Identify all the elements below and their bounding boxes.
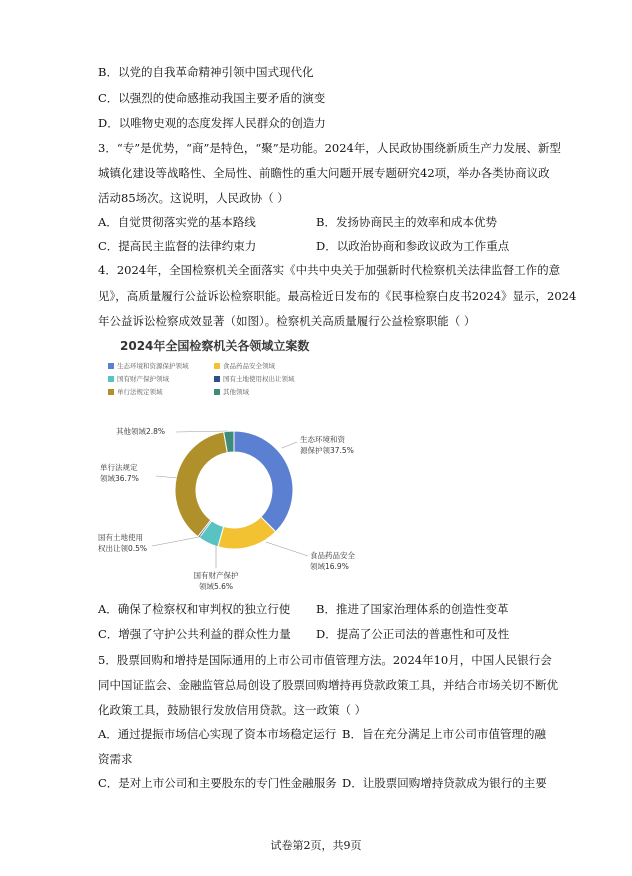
legend-label-3: 国有土地使用权出让领域 [223,375,295,383]
leader-line-1 [266,542,308,556]
legend-swatch-2 [108,376,114,382]
legend-swatch-3 [214,376,220,382]
q3-option-c: C．提高民主监督的法律约束力 [98,239,257,253]
q2-option-c: C．以强烈的使命感推动我国主要矛盾的演变 [98,91,326,105]
q4-stem-line1: 4．2024年，全国检察机关全面落实《中共中央关于加强新时代检察机关法律监督工作的意 [98,263,561,277]
q2-option-d: D．以唯物史观的态度发挥人民群众的创造力 [98,116,326,130]
q3-stem-line2: 城镇化建设等战略性、全局性、前瞻性的重大问题开展专题研究42项，举办各类协商议政 [98,166,550,180]
data-label-3-1: 权出让领0.5% [98,544,148,553]
data-label-4-0: 单行法规定 [100,463,138,472]
q5-option-b-cont: 资需求 [98,752,133,766]
q5-stem-line1: 5．股票回购和增持是国际通用的上市公司市值管理方法。2024年10月，中国人民银行会 [98,653,552,667]
page-footer: 试卷第2页，共9页 [270,839,362,852]
legend-swatch-1 [214,363,220,369]
q5-option-c: C．是对上市公司和主要股东的专门性金融服务 [98,776,337,790]
slice-4 [175,432,227,537]
q3-stem-line1: 3．“专”是优势，“商”是特色，“聚”是功能。2024年，人民政协围绕新质生产力发展、新型 [98,141,561,155]
q2-option-b: B．以党的自我革命精神引领中国式现代化 [98,65,314,79]
data-label-5-0: 其他领域2.8% [116,427,166,436]
q4-option-a: A．确保了检察权和审判权的独立行使 [98,602,291,616]
q4-option-c: C．增强了守护公共利益的群众性力量 [98,627,291,641]
q5-stem-line3: 化政策工具，鼓励银行发放信用贷款。这一政策（ ） [98,703,367,717]
legend-label-5: 其他领域 [223,388,249,396]
leader-line-4 [156,476,178,478]
chart-legend [108,361,295,396]
legend-label-0: 生态环境和资源保护领域 [117,362,189,370]
data-label-2-1: 领域5.6% [198,582,234,591]
q3-stem-line3: 活动85场次。这说明，人民政协（ ） [98,191,289,205]
chart-title: 2024年全国检察机关各领域立案数 [120,339,310,353]
legend-swatch-5 [214,389,220,395]
data-label-3-0: 国有土地使用 [98,533,143,542]
legend-label-2: 国有财产保护领域 [117,375,169,383]
q4-option-d: D．提高了公正司法的普惠性和可及性 [316,627,510,641]
q5-stem-line2: 同中国证监会、金融监管总局创设了股票回购增持再贷款政策工具，并结合市场关切不断优 [98,678,558,692]
legend-swatch-0 [108,363,114,369]
data-label-0-1: 源保护领37.5% [300,446,354,455]
q4-stem-line2: 见》，高质量履行公益诉讼检察职能。最高检近日发布的《民事检察白皮书2024》显示，2024 [98,289,577,303]
slice-0 [234,431,293,532]
data-label-4-1: 领域36.7% [100,474,139,483]
q3-option-b: B．发扬协商民主的效率和成本优势 [316,215,497,229]
leader-line-5 [176,431,228,432]
q4-option-b: B．推进了国家治理体系的创造性变革 [316,602,509,616]
chart-slices [175,431,293,549]
q5-option-d: D．让股票回购增持贷款成为银行的主要 [342,776,547,790]
legend-label-4: 单行法规定领域 [117,388,163,396]
q3-option-a: A．自觉贯彻落实党的基本路线 [98,215,256,229]
data-label-1-1: 领域16.9% [310,562,349,571]
data-label-0-0: 生态环境和资 [300,435,345,444]
legend-swatch-4 [108,389,114,395]
q3-option-d: D．以政治协商和参政议政为工作重点 [316,239,510,253]
donut-chart [94,330,374,598]
leader-line-3 [152,536,204,546]
q4-stem-line3: 年公益诉讼检察成效显著（如图）。检察机关高质量履行公益检察职能（ ） [98,314,476,328]
data-label-1-0: 食品药品安全 [310,551,355,560]
q5-option-b: B．旨在充分满足上市公司市值管理的融 [342,727,546,741]
leader-line-0 [282,442,297,448]
q5-option-a: A．通过提振市场信心实现了资本市场稳定运行 [98,727,337,741]
data-label-2-0: 国有财产保护 [193,571,239,580]
legend-label-1: 食品药品安全领域 [223,362,275,370]
